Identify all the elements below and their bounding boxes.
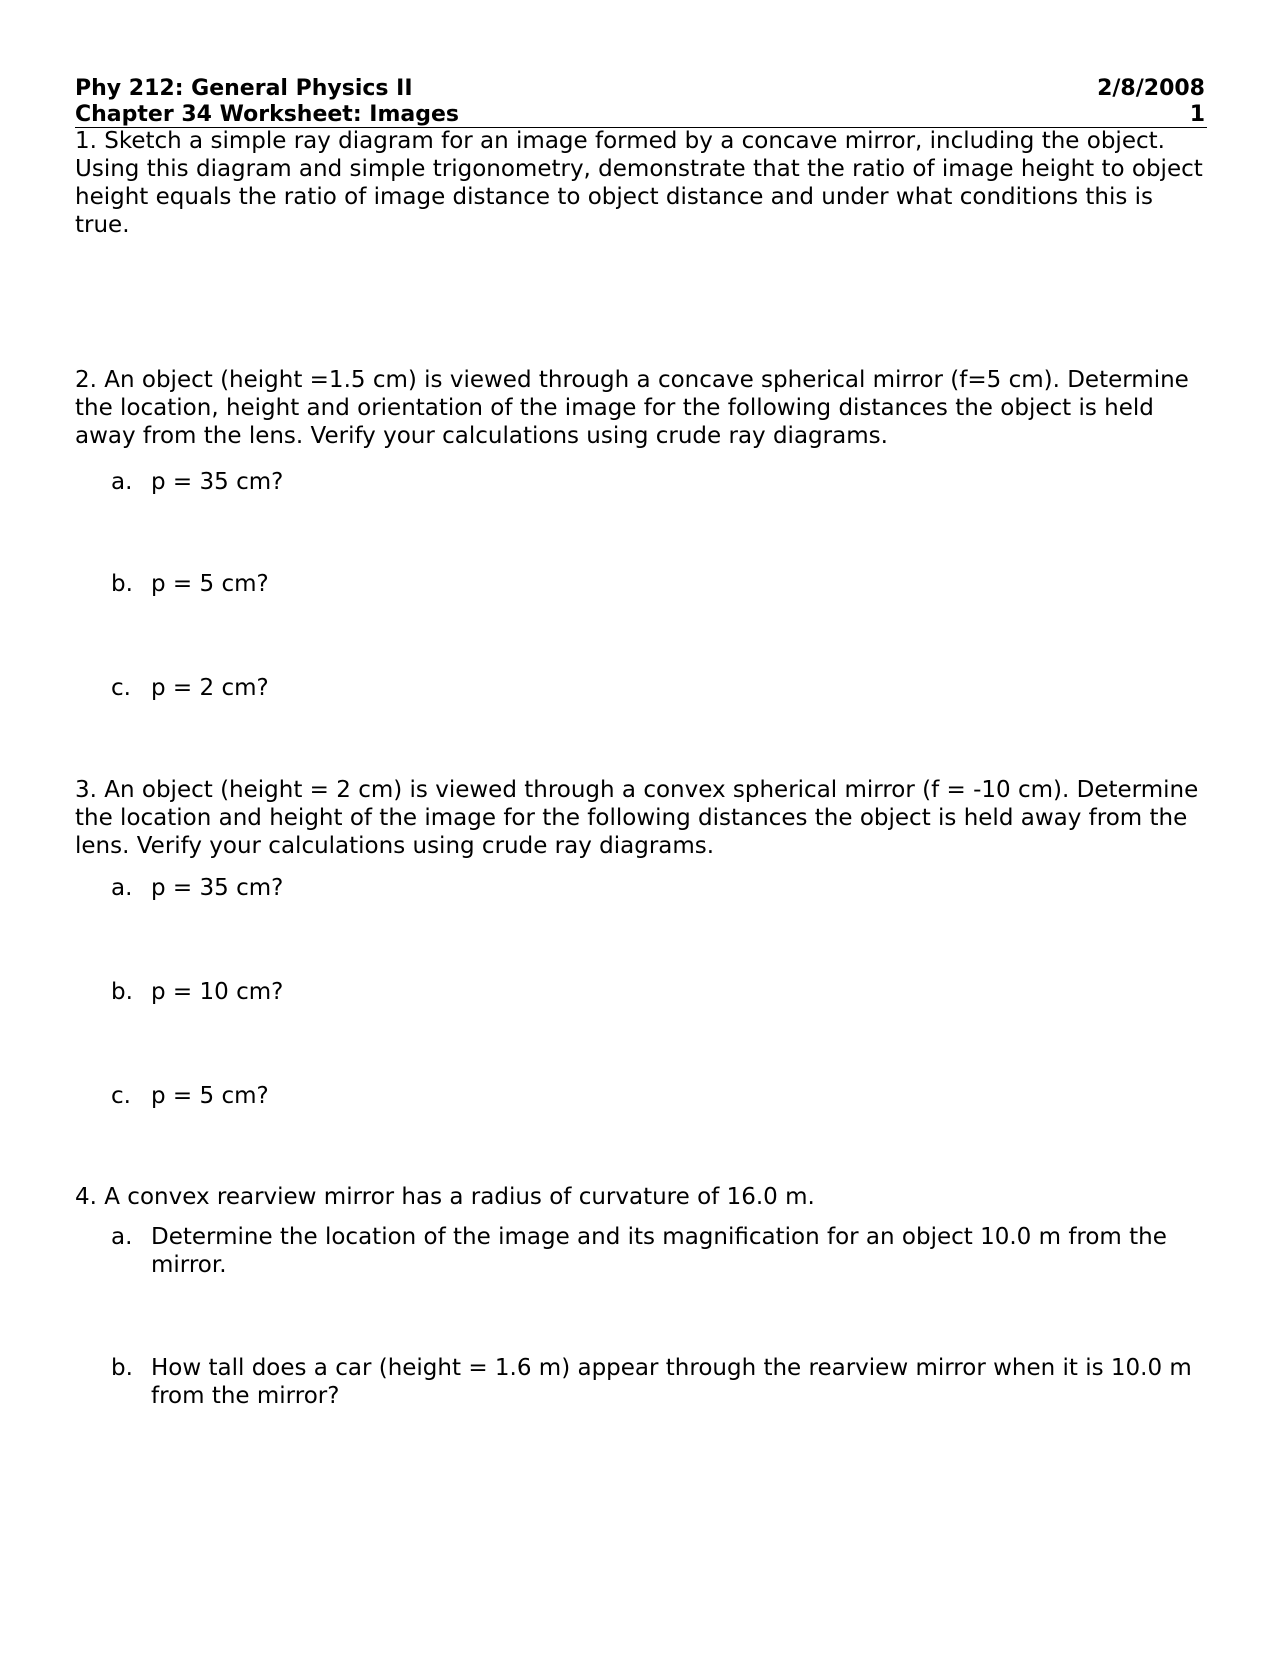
part-label: b. [111,979,133,1005]
part-text: p = 35 cm? [151,469,284,495]
page-number: 1 [1189,102,1205,127]
question-3-text: 3. An object (height = 2 cm) is viewed through a convex spherical mirror (f = -10 cm). Determine the location and height of the image for the following distances the object is held away from the lens. Verify your calculations using crude ray diagrams. [75,777,1199,859]
part-text: p = 2 cm? [151,675,269,701]
part-text: p = 35 cm? [151,875,284,901]
question-2-text: 2. An object (height =1.5 cm) is viewed through a concave spherical mirror (f=5 cm). Determine the location, height and orientation of the image for the following distances the object is held away from the lens. Verify your calculations using crude ray diagrams. [75,367,1189,449]
part-text: p = 5 cm? [151,1083,269,1109]
document-header [75,76,1205,128]
part-label: b. [111,571,133,597]
question-4-part-a [111,1223,1211,1279]
document-date: 2/8/2008 [1097,76,1205,101]
part-label: a. [111,1224,133,1250]
question-4-part-b [111,1354,1211,1410]
question-3-part-c [111,1082,269,1110]
question-2-part-a [111,468,283,496]
chapter-title: Chapter 34 Worksheet: Images [75,102,459,127]
part-text: p = 10 cm? [151,979,284,1005]
question-2-part-b [111,570,269,598]
part-text: p = 5 cm? [151,571,269,597]
header-row-bottom [75,102,1205,128]
part-label: a. [111,875,133,901]
part-label: c. [111,675,131,701]
header-row-top [75,76,1205,102]
question-1-text: 1. Sketch a simple ray diagram for an image formed by a concave mirror, including the object. Using this diagram and simple trigonometry, demonstrate that the ratio of image height to object height equals the ratio of image distance to object distance and under what conditions this is true. [75,128,1203,238]
course-title: Phy 212: General Physics II [75,76,413,101]
question-2-part-c [111,674,269,702]
part-label: b. [111,1355,133,1381]
question-4-text: 4. A convex rearview mirror has a radius of curvature of 16.0 m. [75,1184,815,1210]
question-3-part-b [111,978,283,1006]
part-text: Determine the location of the image and its magnification for an object 10.0 m from the mirror. [151,1224,1167,1278]
part-label: c. [111,1083,131,1109]
question-3-part-a [111,874,283,902]
part-label: a. [111,469,133,495]
part-text: How tall does a car (height = 1.6 m) appear through the rearview mirror when it is 10.0 m from the mirror? [151,1355,1192,1409]
